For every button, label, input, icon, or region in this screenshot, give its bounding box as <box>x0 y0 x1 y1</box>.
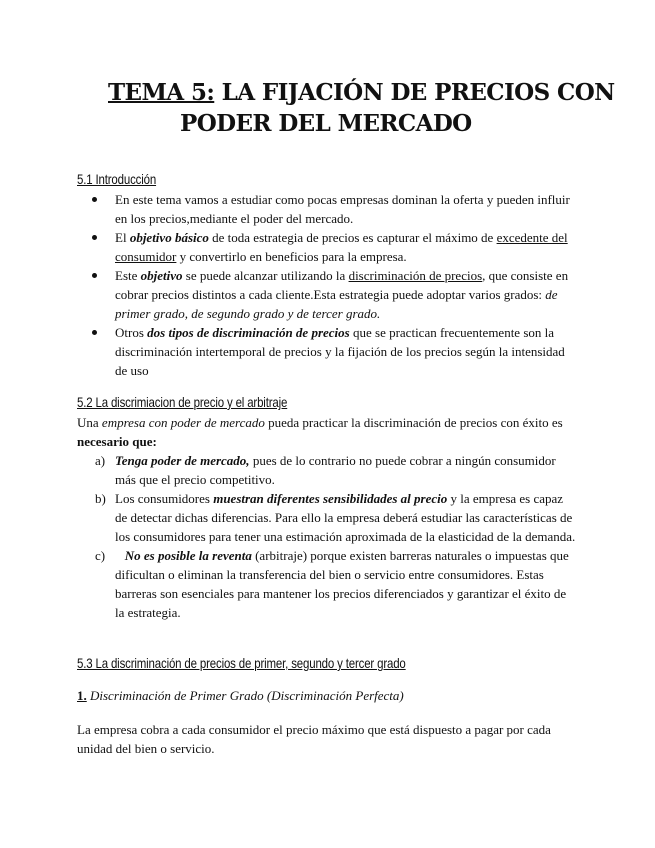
title-prefix: TEMA 5: <box>108 79 215 106</box>
paragraph: La empresa cobra a cada consumidor el precio máximo que está dispuesto a pagar por cada unidad del bien o servicio. <box>77 722 551 756</box>
document-title-line2: PODER DEL MERCADO <box>180 110 472 137</box>
section-heading-5-3: 5.3 La discriminación de precios de primer, segundo y tercer grado <box>77 655 406 671</box>
section-heading-5-2: 5.2 La discrimiacion de precio y el arbitraje <box>77 394 288 410</box>
list-item <box>77 323 577 380</box>
section-5-1-list <box>77 190 577 380</box>
text: se puede alcanzar utilizando la <box>182 268 349 283</box>
text: (arbitraje) porque existen barreras naturales o impuestas que dificultan o eliminan la transferencia del bien o servicio entre consumidores. Estas barreras son esenciales para mantener los precios diferenciados y garantizar el éxito de la estrategia. <box>115 548 569 620</box>
text: objetivo básico <box>129 230 209 245</box>
text: No es posible la reventa <box>115 548 252 563</box>
text: dos tipos de discriminación de precios <box>147 325 350 340</box>
text: que se practican frecuentemente son la discriminación intertemporal de precios y la fijación de los precios según la intensidad de uso <box>115 325 565 378</box>
text: de primer grado, de segundo grado y de tercer grado. <box>115 287 558 321</box>
text: Una <box>77 415 102 430</box>
list-item <box>77 190 577 228</box>
text: necesario que: <box>77 434 157 449</box>
text: y convertirlo en beneficios para la empresa. <box>176 249 407 264</box>
list-marker: a) <box>95 453 106 468</box>
title-text: LA FIJACIÓN DE PRECIOS CON <box>214 79 615 106</box>
text: discriminación de precios <box>348 268 483 283</box>
text: Este <box>115 268 141 283</box>
text: de toda estrategia de precios es capturar el máximo de <box>208 230 497 245</box>
list-item <box>77 228 577 266</box>
text: , que consiste en cobrar precios distintos a cada cliente.Esta estrategia puede adoptar varios grados: <box>115 268 569 302</box>
document-title-line1 <box>108 79 615 106</box>
section-5-2-body <box>77 413 577 622</box>
text: empresa con poder de mercado <box>101 415 265 430</box>
list-marker: b) <box>95 491 106 506</box>
text: pueda practicar la discriminación de precios con éxito es <box>264 415 563 430</box>
list-item <box>77 489 577 546</box>
text: objetivo <box>140 268 183 283</box>
list-item <box>77 451 577 489</box>
subheading-number: 1. <box>77 688 87 703</box>
text: Otros <box>115 325 148 340</box>
text: El <box>115 230 130 245</box>
text: Tenga poder de mercado, <box>115 453 250 468</box>
text: muestran diferentes sensibilidades al precio <box>213 491 448 506</box>
text: Los consumidores <box>115 491 214 506</box>
text: y la empresa es capaz de detectar dichas diferencias. Para ello la empresa deberá estudiar las características de los consumidores para tener una estimación aproximada de la elasticidad de la demanda. <box>115 491 576 544</box>
list-item <box>77 266 577 323</box>
subheading-text: Discriminación de Primer Grado (Discriminación Perfecta) <box>86 688 404 703</box>
text: En este tema vamos a estudiar como pocas empresas dominan la oferta y pueden influir en los precios,mediante el poder del mercado. <box>115 192 570 226</box>
text: pues de lo contrario no puede cobrar a ningún consumidor más que el precio competitivo. <box>115 453 556 487</box>
text: excedente del consumidor <box>115 230 568 264</box>
list-marker: c) <box>95 548 106 563</box>
paragraph <box>77 413 577 451</box>
subheading-first-degree <box>77 686 577 705</box>
section-heading-5-1: 5.1 Introducción <box>77 171 157 187</box>
list-item <box>77 546 577 622</box>
